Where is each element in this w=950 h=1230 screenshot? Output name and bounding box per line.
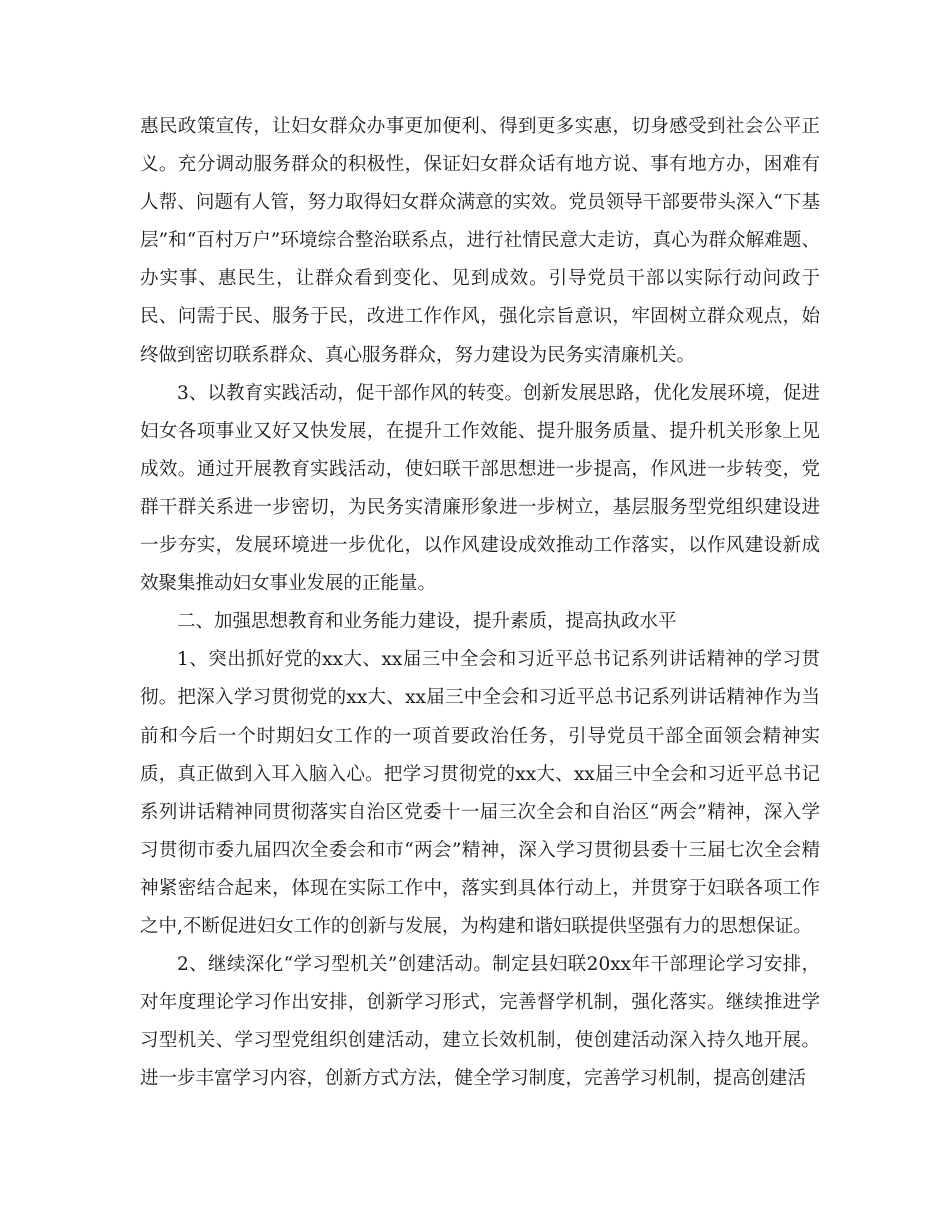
paragraph-item-3: 3、以教育实践活动，促干部作风的转变。创新发展思路，优化发展环境，促进妇女各项事业又好又快发展，在提升工作效能、提升服务质量、提升机关形象上见成效。通过开展教育实践活动，使妇联干部思想进一步提高，作风进一步转变，党群干群关系进一步密切，为民务实清廉形象进一步树立，基层服务型党组织建设进一步夯实，发展环境进一步优化，以作风建设成效推动工作落实，以作风建设新成效聚集推动妇女事业发展的正能量。 <box>140 382 820 595</box>
paragraph-item-1: 1、突出抓好党的xx大、xx届三中全会和习近平总书记系列讲话精神的学习贯彻。把深入学习贯彻党的xx大、xx届三中全会和习近平总书记系列讲话精神作为当前和今后一个时期妇女工作的一项首要政治任务，引导党员干部全面领会精神实质，真正做到入耳入脑入心。把学习贯彻党的xx大、xx届三中全会和习近平总书记系列讲话精神同贯彻落实自治区党委十一届三次全会和自治区“两会”精神，深入学习贯彻市委九届四次全委会和市“两会”精神，深入学习贯彻县委十三届七次全会精神紧密结合起来，体现在实际工作中，落实到具体行动上，并贯穿于妇联各项工作之中,不断促进妇女工作的创新与发展，为构建和谐妇联提供坚强有力的思想保证。 <box>140 649 820 937</box>
paragraph-continuation: 惠民政策宣传，让妇女群众办事更加便利、得到更多实惠，切身感受到社会公平正义。充分调动服务群众的积极性，保证妇女群众话有地方说、事有地方办，困难有人帮、问题有人管，努力取得妇女群众满意的实效。党员领导干部要带头深入“下基层”和“百村万户”环境综合整治联系点，进行社情民意大走访，真心为群众解难题、办实事、惠民生，让群众看到变化、见到成效。引导党员干部以实际行动问政于民、问需于民、服务于民，改进工作作风，强化宗旨意识，牢固树立群众观点，始终做到密切联系群众、真心服务群众，努力建设为民务实清廉机关。 <box>140 116 820 366</box>
paragraph-item-2: 2、继续深化“学习型机关”创建活动。制定县妇联20xx年干部理论学习安排，对年度理论学习作出安排，创新学习形式，完善督学机制，强化落实。继续推进学习型机关、学习型党组织创建活动，建立长效机制，使创建活动深入持久地开展。进一步丰富学习内容，创新方式方法，健全学习制度，完善学习机制，提高创建活 <box>140 954 820 1090</box>
section-heading-2: 二、加强思想教育和业务能力建设，提升素质，提高执政水平 <box>177 611 677 633</box>
document-body <box>140 108 820 1098</box>
